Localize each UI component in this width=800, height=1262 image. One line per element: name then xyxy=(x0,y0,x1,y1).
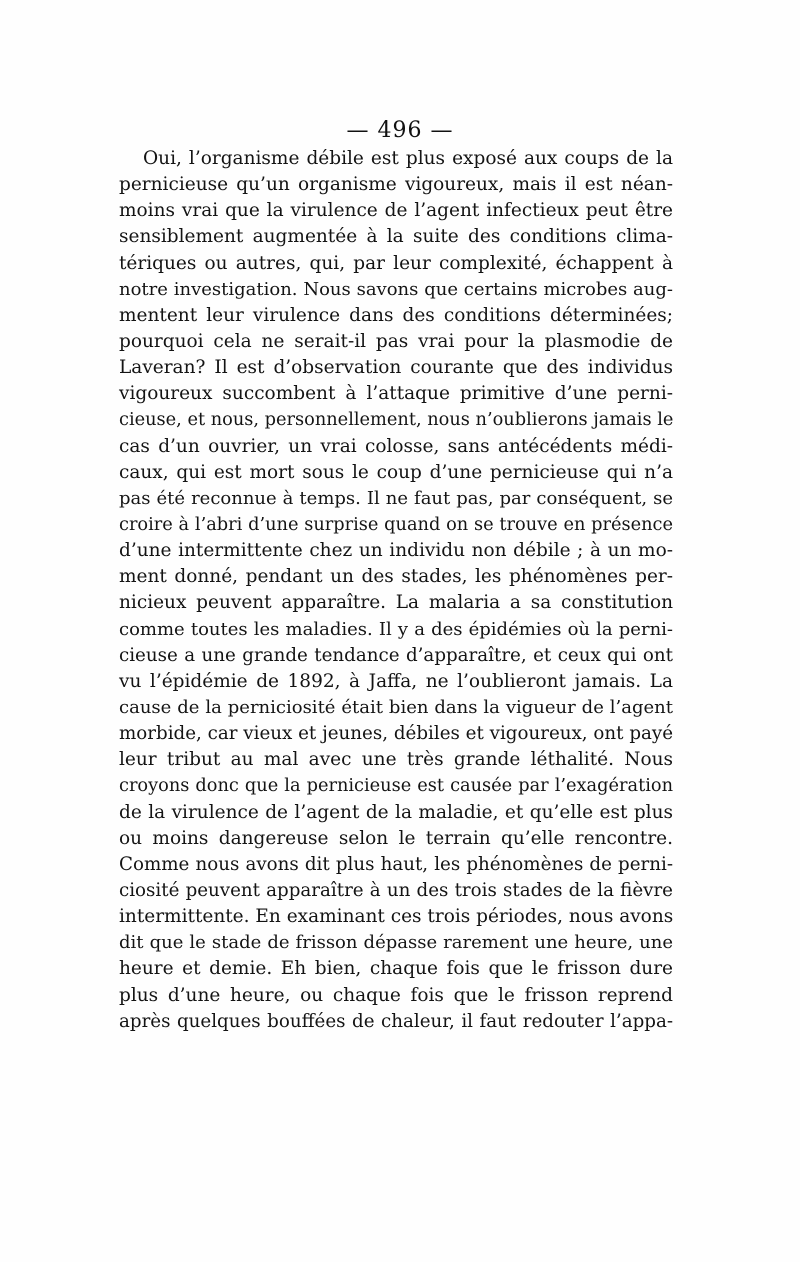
text-line: croire à l’abri d’une surprise quand on se trouve en présence xyxy=(119,514,673,535)
page-number: — 496 — xyxy=(346,118,454,143)
text-line: après quelques bouffées de chaleur, il faut redouter l’appa- xyxy=(119,1010,673,1032)
text-line: nicieux peuvent apparaître. La malaria a sa constitution xyxy=(119,592,673,614)
text-line: cas d’un ouvrier, un vrai colosse, sans antécédents médi- xyxy=(119,435,673,457)
text-line: leur tribut au mal avec une très grande léthalité. Nous xyxy=(119,749,673,771)
text-line: Oui, l’organisme débile est plus exposé aux coups de la xyxy=(143,148,673,169)
text-line: notre investigation. Nous savons que certains microbes aug- xyxy=(119,278,673,300)
text-line: intermittente. En examinant ces trois périodes, nous avons xyxy=(119,906,674,928)
text-line: cause de la perniciosité était bien dans la vigueur de l’agent xyxy=(119,696,673,718)
text-line: Laveran? Il est d’observation courante que des individus xyxy=(119,357,673,379)
text-line: ment donné, pendant un des stades, les phénomènes per- xyxy=(119,566,673,588)
text-line: croyons donc que la pernicieuse est causée par l’exagération xyxy=(119,776,673,797)
text-line: sensiblement augmentée à la suite des conditions clima- xyxy=(119,226,673,248)
text-line: vigoureux succombent à l’attaque primitive d’une perni- xyxy=(119,383,673,405)
text-line: plus d’une heure, ou chaque fois que le frisson reprend xyxy=(119,984,673,1006)
text-line: caux, qui est mort sous le coup d’une pernicieuse qui n’a xyxy=(119,461,673,483)
text-line: cieuse a une grande tendance d’apparaître, et ceux qui ont xyxy=(119,644,673,666)
text-line: pas été reconnue à temps. Il ne faut pas, par conséquent, se xyxy=(119,487,673,509)
text-line: dit que le stade de frisson dépasse rarement une heure, une xyxy=(119,932,673,954)
text-line: cieuse, et nous, personnellement, nous n’oublierons jamais le xyxy=(119,410,674,431)
text-line: comme toutes les maladies. Il y a des épidémies où la perni- xyxy=(119,618,673,640)
text-line: tériques ou autres, qui, par leur complexité, échappent à xyxy=(119,252,673,274)
text-line: heure et demie. Eh bien, chaque fois que le frisson dure xyxy=(119,958,673,980)
text-line: de la virulence de l’agent de la maladie, et qu’elle est plus xyxy=(119,801,673,823)
text-line: pourquoi cela ne serait-il pas vrai pour la plasmodie de xyxy=(119,330,673,352)
text-line: mentent leur virulence dans des conditions déterminées; xyxy=(119,304,673,326)
text-line: moins vrai que la virulence de l’agent infectieux peut être xyxy=(119,200,673,222)
text-line: pernicieuse qu’un organisme vigoureux, mais il est néan- xyxy=(119,174,673,196)
text-line: morbide, car vieux et jeunes, débiles et vigoureux, ont payé xyxy=(119,723,673,745)
text-line: ciosité peuvent apparaître à un des trois stades de la fièvre xyxy=(119,879,673,901)
body-text xyxy=(119,146,673,1035)
text-line: Comme nous avons dit plus haut, les phénomènes de perni- xyxy=(119,853,673,875)
text-line: d’une intermittente chez un individu non débile ; à un mo- xyxy=(119,540,673,562)
text-line: ou moins dangereuse selon le terrain qu’elle rencontre. xyxy=(119,827,673,849)
text-line: vu l’épidémie de 1892, à Jaffa, ne l’oublieront jamais. La xyxy=(119,670,673,692)
